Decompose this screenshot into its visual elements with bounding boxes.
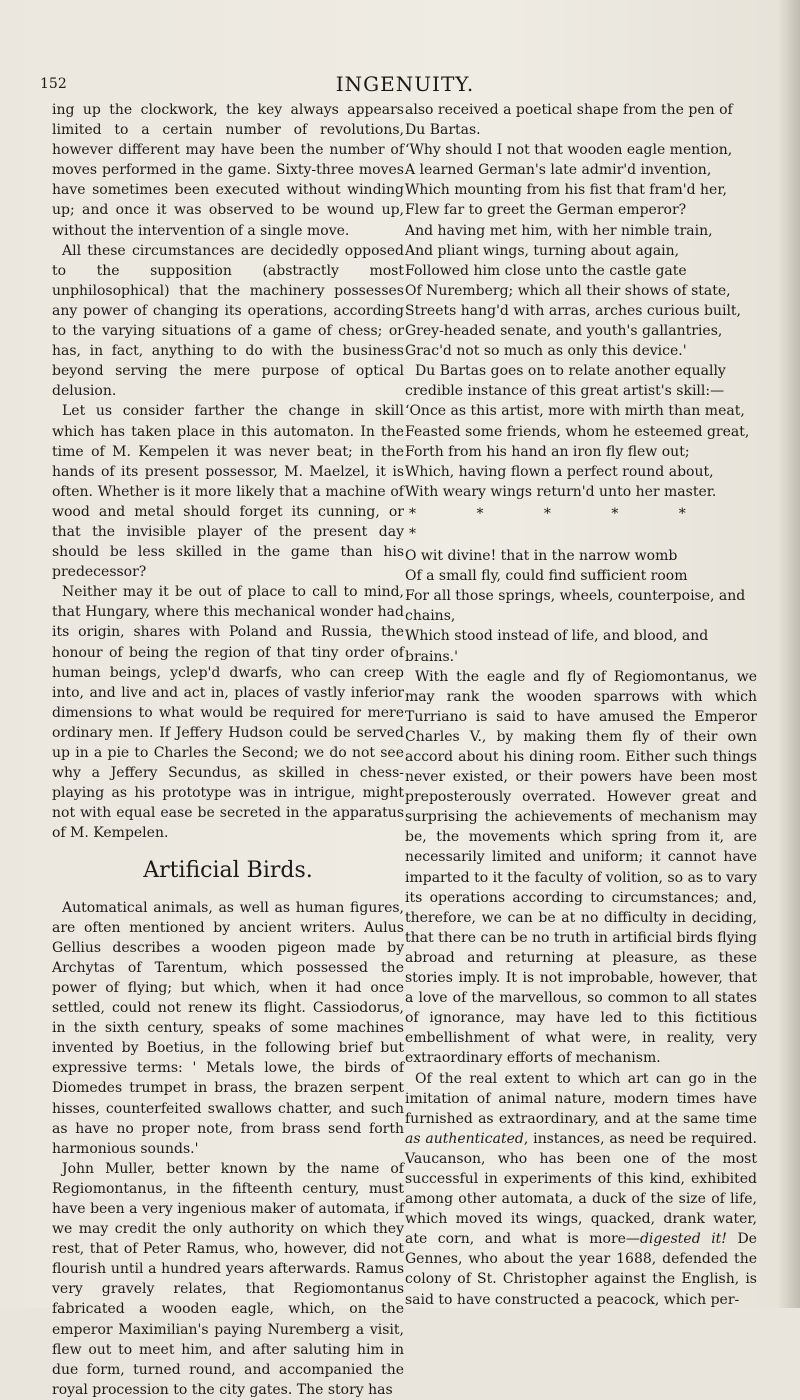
verse-line: With weary wings return'd unto her master. [405, 483, 717, 500]
text-run: De Gennes, who about the year 1688, defended the colony of St. Christopher against the English, is said to have constructed a peacock, which per- [405, 1231, 757, 1308]
verse-line: Of Nuremberg; which all their shows of state, [405, 282, 731, 299]
italic-run: digested it! [639, 1231, 727, 1248]
right-column [405, 100, 757, 1310]
verse-line: Which, having flown a perfect round about, [405, 463, 714, 480]
paragraph: also received a poetical shape from the pen of Du Bartas. [405, 102, 733, 139]
verse-line: ‘Why should I not that wooden eagle mention, [405, 142, 733, 159]
paragraph: Let us consider farther the change in skill which has taken place in this automaton. In the time of M. Kempelen it was never beat; in the hands of its present possessor, M. Maelzel, it is often. Whether is it more likely that a machine of wood and metal should forget its cunning, or that the invisible player of the present day should be less skilled in the game than his predecessor? [52, 403, 404, 581]
paragraph: Automatical animals, as well as human figures, are often mentioned by ancient writers. Aulus Gellius describes a wooden pigeon made by Archytas of Tarentum, which possessed the power of flying; but which, when it had once settled, could not renew its flight. Cassiodorus, in the sixth century, speaks of some machines invented by Boetius, in the following brief but expressive terms: ' Metals lowe, the birds of Diomedes trumpet in brass, the brazen serpent hisses, counterfeited swallows chatter, and such as have no proper note, from brass send forth harmonious sounds.' [52, 899, 404, 1157]
italic-run: as authenticated [405, 1130, 524, 1147]
verse-line: Streets hang'd with arras, arches curious built, [405, 302, 741, 319]
verse-line: Flew far to greet the German emperor? [405, 202, 687, 219]
verse-line: O wit divine! that in the narrow womb [405, 548, 678, 565]
asterism: * * * * * * [409, 505, 714, 542]
paragraph: With the eagle and fly of Regiomontanus, we may rank the wooden sparrows with which Turriano is said to have amused the Emperor Charles V., by making them fly of their own accord about his dining room. Either such things never existed, or their powers have been most preposterously overrated. However great and surprising the achievements of mechanism may be, the movements which spring from it, are necessarily limited and uniform; it cannot have imparted to it the faculty of volition, so as to vary its operations according to circumstances; and, therefore, we can be at no difficulty in deciding, that there can be no truth in artificial birds flying abroad and returning at pleasure, as these stories imply. It is not improbable, however, that a love of the marvellous, so common to all states of ignorance, may have led to this fictitious embellishment of what were, in reality, very extraordinary efforts of mechanism. [405, 668, 757, 1067]
verse-line: Of a small fly, could find sufficient room [405, 568, 688, 585]
verse-line: Feasted some friends, whom he esteemed great, [405, 423, 750, 440]
text-run: Of the real extent to which art can go in the imitation of animal nature, modern times have furnished as extraordinary, and at the same time [405, 1070, 757, 1127]
poem-eagle [405, 140, 757, 361]
paragraph: Du Bartas goes on to relate another equally credible instance of this great artist's skill:— [405, 363, 726, 400]
verse-line: And having met him, with her nimble train, [405, 222, 713, 239]
verse-line: And pliant wings, turning about again, [405, 242, 680, 259]
section-heading: Artificial Birds. [143, 858, 313, 884]
verse-line: Grac'd not so much as only this device.' [405, 343, 687, 360]
running-title: INGENUITY. [335, 72, 475, 96]
verse-line: Forth from his hand an iron fly flew out; [405, 443, 690, 460]
verse-line: Grey-headed senate, and youth's gallantries, [405, 323, 723, 340]
paragraph: All these circumstances are decidedly opposed to the supposition (abstractly most unphilosophical) that the machinery possesses any power of changing its operations, according to the varying situations of a game of chess; or has, in fact, anything to do with the business beyond serving the mere purpose of optical delusion. [52, 242, 404, 400]
verse-line: A learned German's late admir'd invention, [405, 162, 712, 179]
paragraph: ing up the clockwork, the key always appears limited to a certain number of revolutions, however different may have been the number of moves performed in the game. Sixty-three moves have sometimes been executed without winding up; and once it was observed to be wound up, without the intervention of a single move. [52, 102, 404, 239]
verse-line: ‘Once as this artist, more with mirth than meat, [405, 403, 745, 420]
page-header [40, 60, 770, 94]
text-run: , instances, as need be required. Vaucanson, who has been one of the most successful in experiments of this kind, exhibited among other automata, a duck of the size of life, which moved its wings, quacked, drank water, ate corn, and what is more— [405, 1130, 758, 1248]
verse-line: Followed him close unto the castle gate [405, 262, 687, 279]
paragraph [405, 1069, 757, 1310]
page-number: 152 [40, 76, 67, 92]
poem-fly [405, 401, 757, 501]
paragraph: Neither may it be out of place to call to mind, that Hungary, where this mechanical wonder had its origin, shares with Poland and Russia, the honour of being the region of that tiny order of human beings, yclep'd dwarfs, who can creep into, and live and act in, places of vastly inferior dimensions to what would be required for mere ordinary men. If Jeffery Hudson could be served up in a pie to Charles the Second; we do not see why a Jeffery Secundus, as skilled in chess-playing as his prototype was in intrigue, might not with equal ease be secreted in the apparatus of M. Kempelen. [52, 584, 404, 842]
poem-wit [405, 546, 757, 667]
left-column [52, 100, 404, 1400]
paragraph: John Muller, better known by the name of Regiomontanus, in the fifteenth century, must have been a very ingenious maker of automata, if we may credit the only authority on which they rest, that of Peter Ramus, who, however, did not flourish until a hundred years afterwards. Ramus very gravely relates, that Regiomontanus fabricated a wooden eagle, which, on the emperor Maximilian's paying Nuremberg a visit, flew out to meet him, and after saluting him in due form, turned round, and accompanied the royal procession to the city gates. The story has [52, 1160, 404, 1398]
verse-line: Which stood instead of life, and blood, and brains.' [405, 628, 709, 665]
verse-line: For all those springs, wheels, counterpoise, and chains, [405, 588, 746, 625]
page-edge-shadow [778, 0, 800, 1308]
verse-line: Which mounting from his fist that fram'd her, [405, 182, 727, 199]
